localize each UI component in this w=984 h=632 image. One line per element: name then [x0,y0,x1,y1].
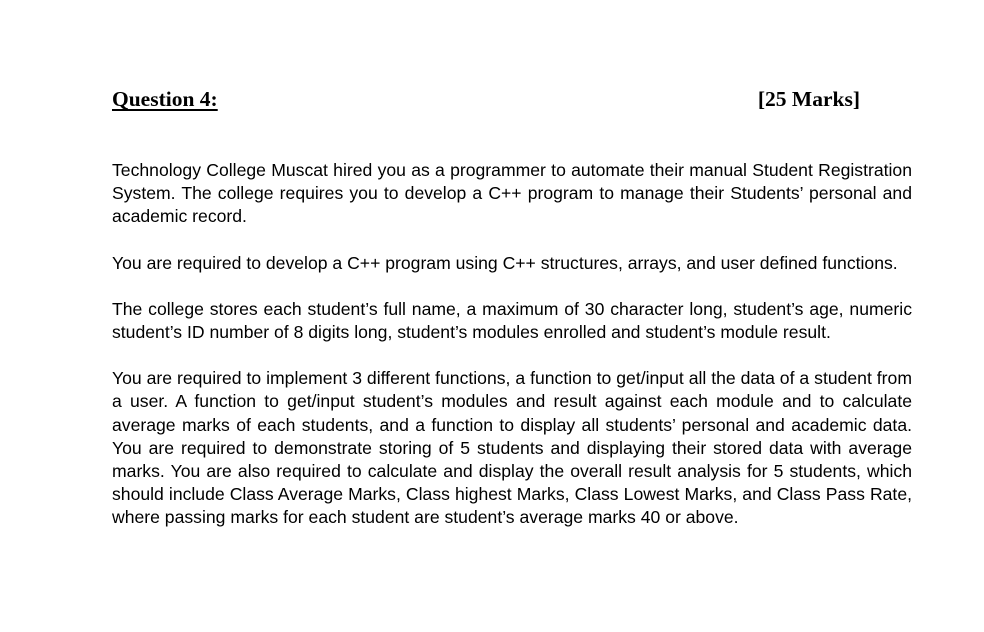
question-header [112,87,860,115]
paragraph-requirements: You are required to develop a C++ program using C++ structures, arrays, and user defined functions. [112,252,898,273]
paragraph-intro: Technology College Muscat hired you as a programmer to automate their manual Student Registration System. The college requires you to develop a C++ program to manage their Students’ personal and academic record. [112,160,912,227]
question-marks: [25 Marks] [757,87,860,111]
paragraph-functions: You are required to implement 3 different functions, a function to get/input all the data of a student from a user. A function to get/input student’s modules and result against each module and to calculate average marks of each students, and a function to display all students’ personal and academic data. You are required to demonstrate storing of 5 students and displaying their stored data with average marks. You are also required to calculate and display the overall result analysis for 5 students, which should include Class Average Marks, Class highest Marks, Class Lowest Marks, and Class Pass Rate, where passing marks for each student are student’s average marks 40 or above. [112,368,912,528]
paragraph-student-data: The college stores each student’s full name, a maximum of 30 character long, student’s age, numeric student’s ID number of 8 digits long, student’s modules enrolled and student’s module result. [112,298,912,343]
question-title: Question 4: [112,87,218,111]
question-body [112,159,912,530]
